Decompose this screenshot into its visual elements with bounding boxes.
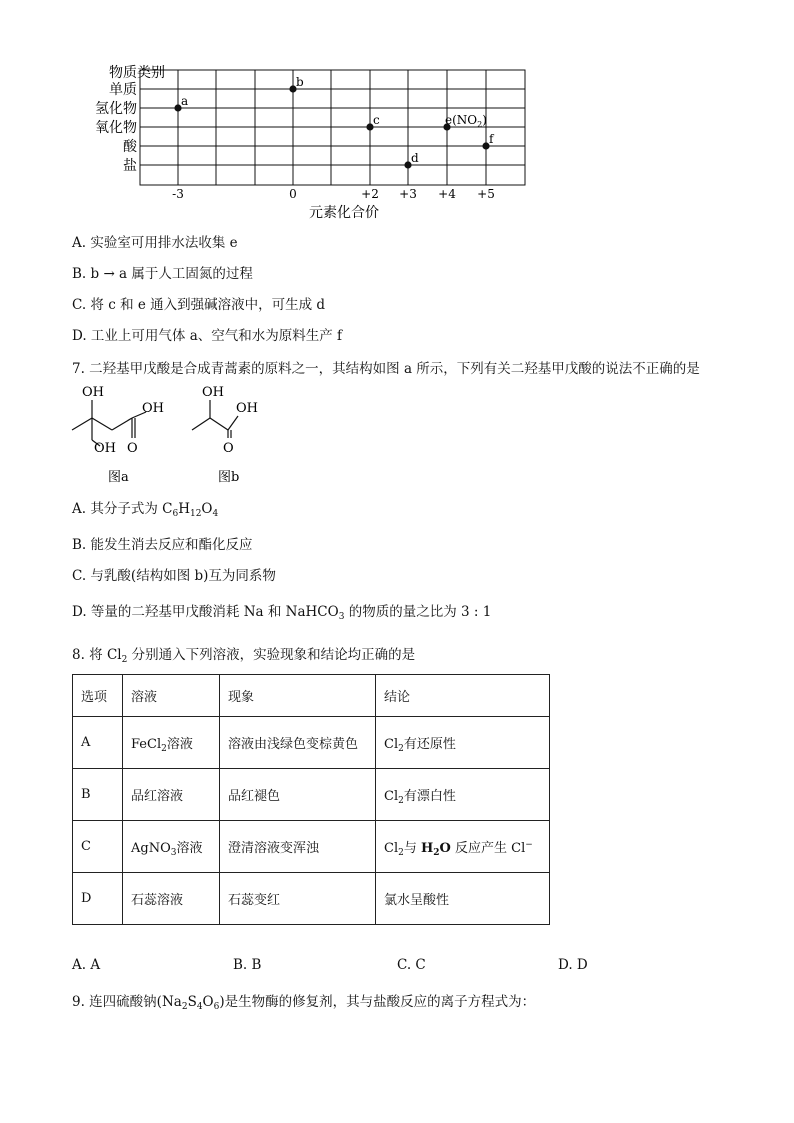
table-cell: 石蕊溶液 [123, 873, 220, 925]
table-cell: 澄清溶液变浑浊 [220, 821, 376, 873]
q8-stem: 8. 将 $Cl_2$ 分别通入下列溶液，实验现象和结论均正确的是 [72, 647, 416, 665]
point-label: b [296, 75, 304, 89]
y-tick-label: 单质 [109, 82, 137, 98]
table-cell: FeCl$_2$溶液 [123, 717, 220, 769]
structure-figure-b [188, 380, 278, 490]
q6-option-b: B. b → a 属于人工固氮的过程 [72, 266, 253, 282]
table-cell: D [73, 873, 123, 925]
table-row [73, 769, 550, 821]
figa-o: O [127, 441, 138, 456]
table-header: 现象 [220, 675, 376, 717]
q7-option-d: D. 等量的二羟基甲戊酸消耗 Na 和 NaHCO$_3$ 的物质的量之比为 3 : 1 [72, 604, 492, 622]
table-row [73, 873, 550, 925]
x-tick-label: +4 [438, 187, 456, 201]
q6-option-c: C. 将 c 和 e 通入到强碱溶液中，可生成 d [72, 297, 326, 313]
table-cell: $Cl_2$有还原性 [376, 717, 550, 769]
table-cell: B [73, 769, 123, 821]
table-cell: A [73, 717, 123, 769]
x-tick-label: -3 [172, 187, 184, 201]
table-header: 溶液 [123, 675, 220, 717]
figa-oh-bottom: OH [94, 441, 116, 456]
table-cell: AgNO$_3$溶液 [123, 821, 220, 873]
figb-oh-right: OH [236, 401, 258, 416]
x-tick-label: +2 [361, 187, 379, 201]
x-tick-label: +5 [477, 187, 495, 201]
q8-answer-a: A. A [72, 957, 101, 973]
point-label: c [373, 113, 380, 127]
q8-answer-b: B. B [233, 957, 262, 973]
table-row [73, 717, 550, 769]
table-header: 选项 [73, 675, 123, 717]
figa-oh-right: OH [142, 401, 164, 416]
x-axis-label: 元素化合价 [309, 205, 379, 221]
point-label: d [411, 151, 419, 165]
figa-caption: 图a [108, 470, 129, 485]
q7-option-a: A. 其分子式为 $C_6H_{12}O_4$ [72, 501, 219, 519]
q6-option-a: A. 实验室可用排水法收集 e [72, 235, 238, 251]
x-tick-label: 0 [289, 187, 297, 201]
table-cell: 石蕊变红 [220, 873, 376, 925]
table-header-row [73, 675, 550, 717]
table-cell: 氯水呈酸性 [376, 873, 550, 925]
figb-oh-top: OH [202, 385, 224, 400]
q6-option-d: D. 工业上可用气体 a、空气和水为原料生产 f [72, 328, 343, 344]
q9-stem: 9. 连四硫酸钠$(Na_2S_4O_6)$是生物酶的修复剂，其与盐酸反应的离子方程式为： [72, 994, 536, 1012]
q8-answer-d: D. D [558, 957, 588, 973]
q7-option-b: B. 能发生消去反应和酯化反应 [72, 537, 253, 553]
y-tick-label: 氧化物 [95, 120, 137, 136]
q8-table [72, 674, 550, 925]
table-header: 结论 [376, 675, 550, 717]
figb-o: O [223, 441, 234, 456]
figb-caption: 图b [218, 470, 240, 485]
valence-category-chart [0, 0, 794, 230]
table-cell: $Cl_2$与 $H_2O$ 反应产生 Cl− [376, 821, 550, 873]
point-label: f [489, 132, 494, 146]
table-row [73, 821, 550, 873]
table-cell: $Cl_2$有漂白性 [376, 769, 550, 821]
y-tick-label: 酸 [123, 139, 137, 155]
q7-stem: 7. 二羟基甲戊酸是合成青蒿素的原料之一，其结构如图 a 所示，下列有关二羟基甲戊酸的说法不正确的是 [72, 361, 700, 377]
y-tick-label: 氢化物 [95, 101, 137, 117]
table-cell: 品红溶液 [123, 769, 220, 821]
y-axis-label: 物质类别 [109, 65, 165, 81]
structure-figure-a [60, 380, 180, 490]
figa-oh-top: OH [82, 385, 104, 400]
table-cell: 溶液由浅绿色变棕黄色 [220, 717, 376, 769]
table-cell: 品红褪色 [220, 769, 376, 821]
point-label: $e(NO_2)$ [445, 113, 487, 129]
chart-grid [140, 70, 525, 185]
table-cell: C [73, 821, 123, 873]
point-label: a [181, 94, 189, 108]
q8-answer-c: C. C [397, 957, 426, 973]
q7-option-c: C. 与乳酸(结构如图 b)互为同系物 [72, 568, 276, 584]
x-tick-label: +3 [399, 187, 417, 201]
x-tick-labels [172, 187, 495, 201]
arrow-icon: → [103, 266, 115, 282]
y-tick-label: 盐 [123, 158, 137, 174]
y-tick-labels [95, 82, 138, 174]
